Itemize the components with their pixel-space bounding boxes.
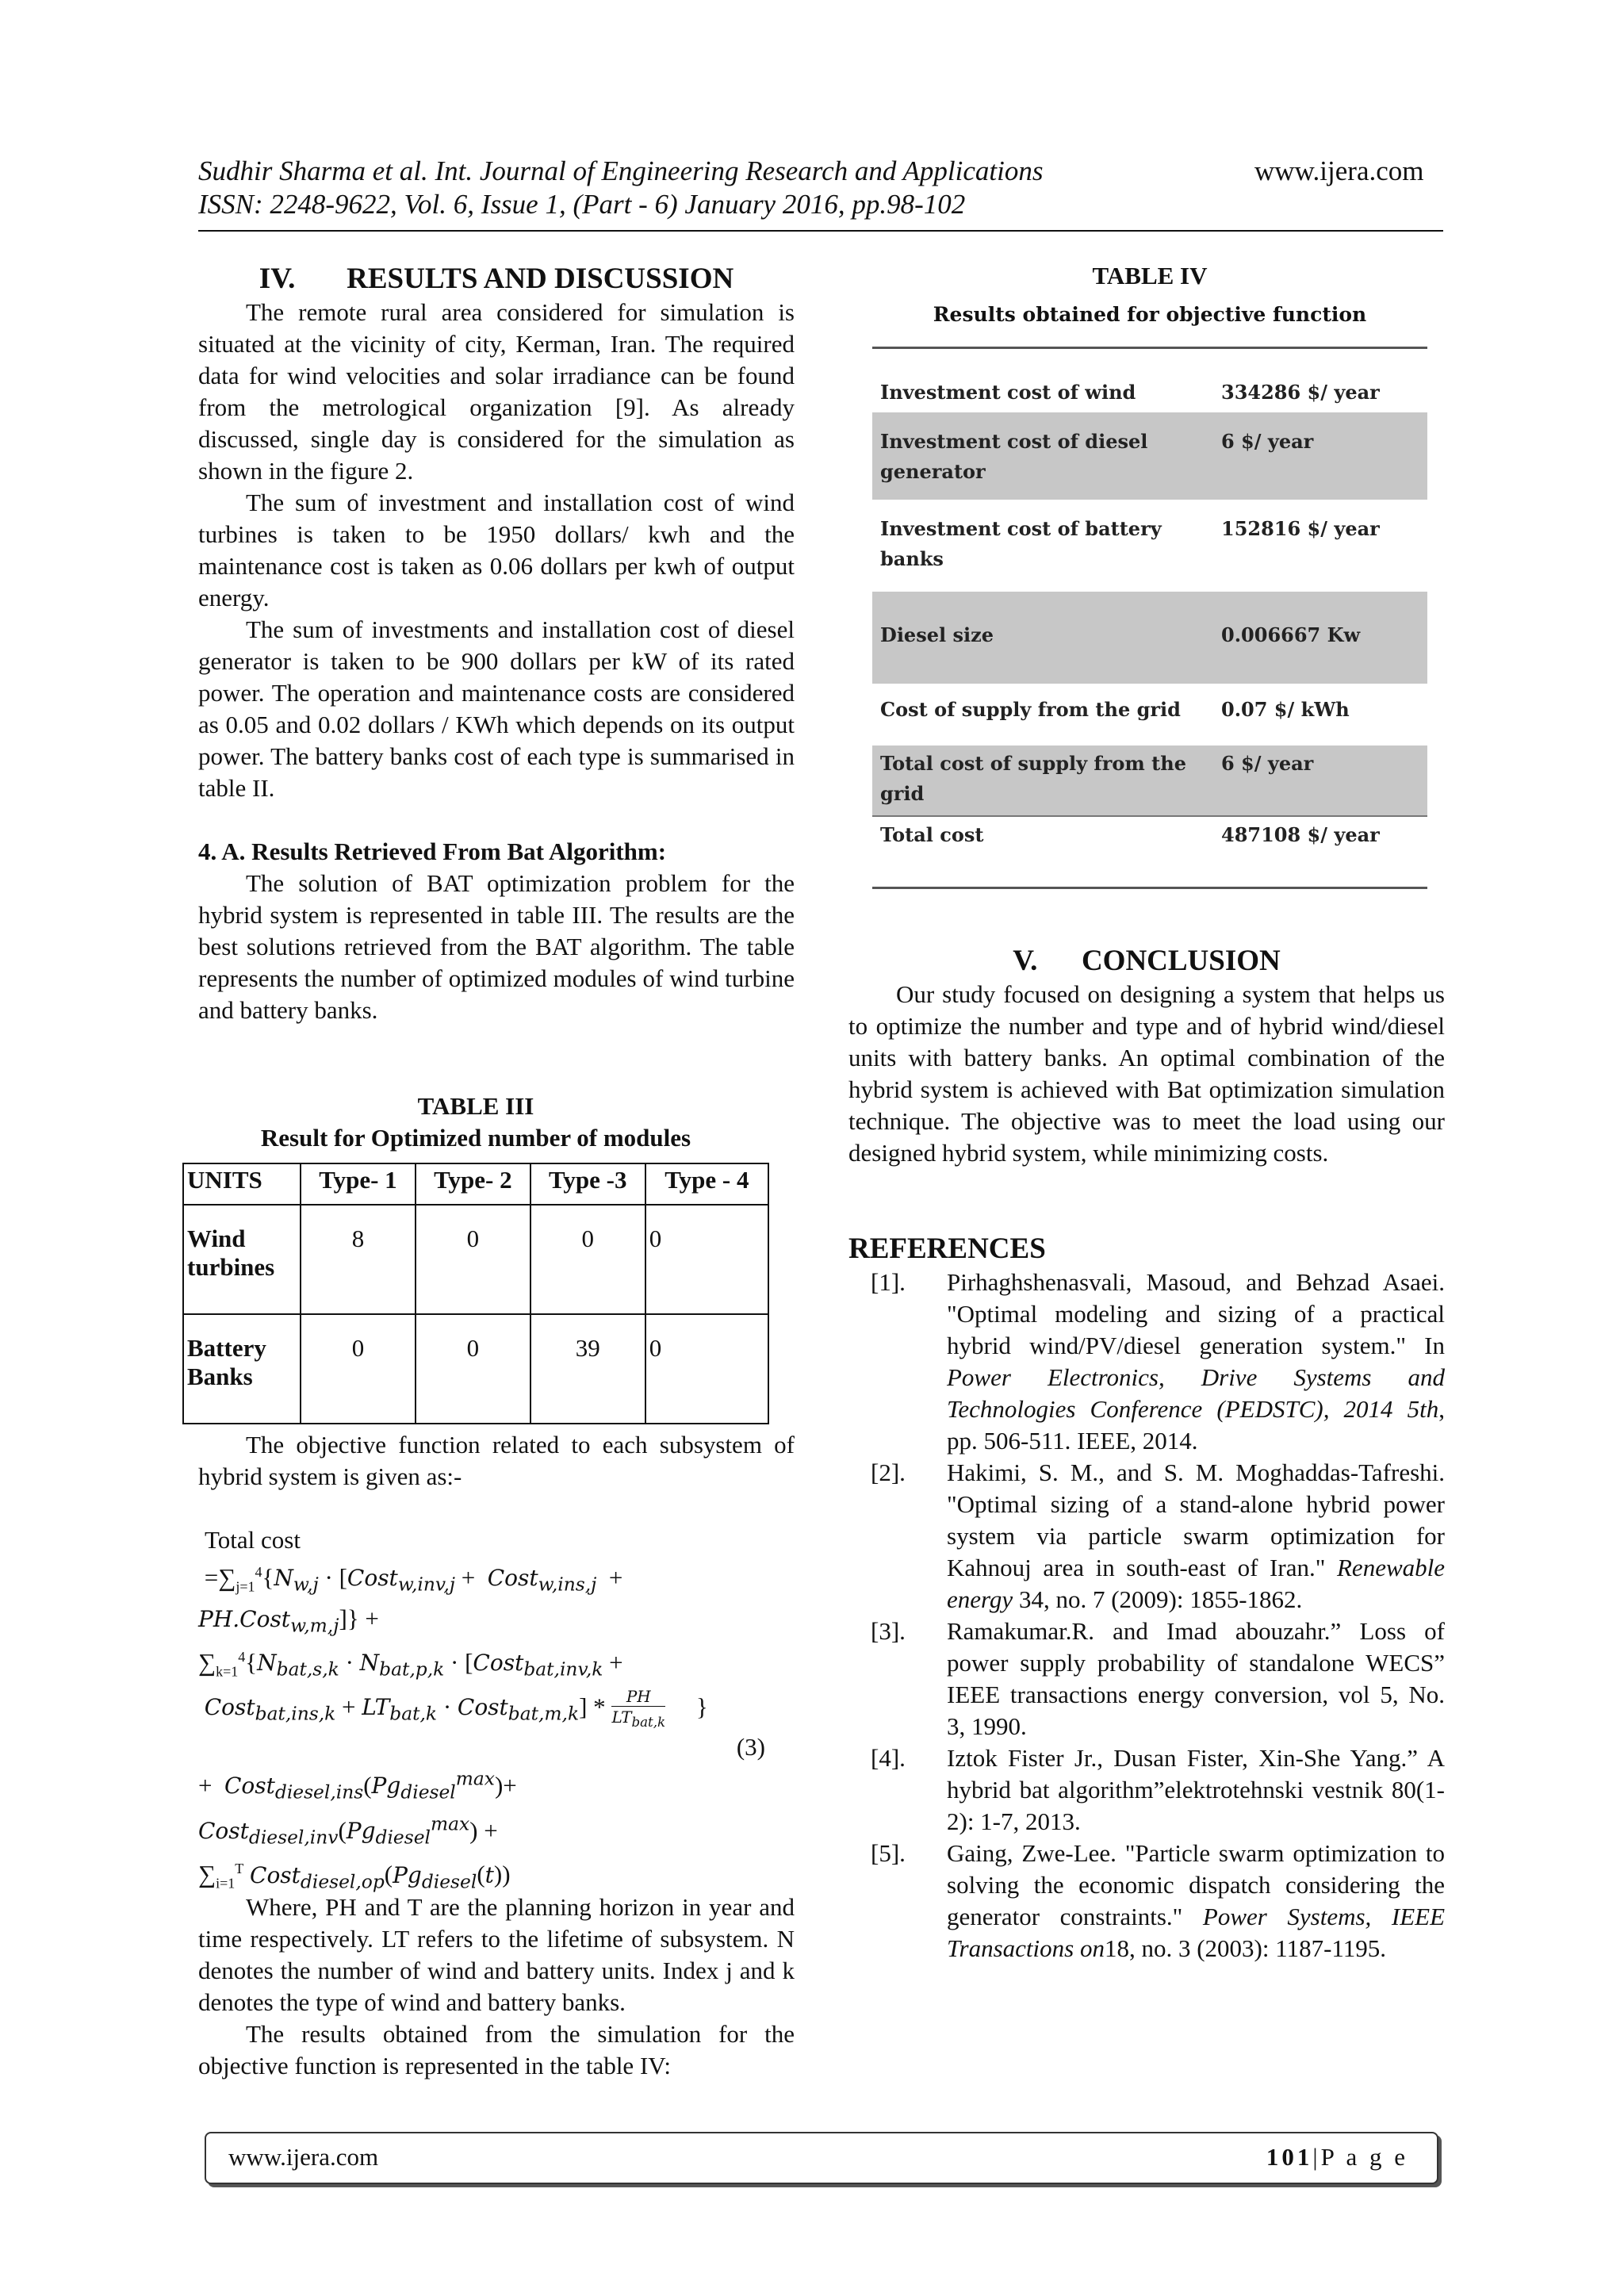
reference-number: [5]. xyxy=(871,1839,906,1867)
row-label: Cost of supply from the grid xyxy=(880,698,1181,721)
table-cell: 0 xyxy=(645,1314,768,1424)
table-row xyxy=(872,746,1427,815)
paragraph: The remote rural area considered for simulation is situated at the vicinity of city, Kerman, Iran. The required data for wind velocities and solar irradiance can be found from the metrological organization [9]. As already discussed, single day is considered for the simulation as shown in the figure 2. xyxy=(198,298,795,485)
paragraph: The results obtained from the simulation for the objective function is represented in the table IV: xyxy=(198,2020,795,2079)
reference-text: 18, no. 3 (2003): 1187-1195. xyxy=(1104,1934,1387,1962)
paragraph: The solution of BAT optimization problem for the hybrid system is represented in table III. The results are the best solutions retrieved from the BAT algorithm. The table represents the number of optimized modules of wind turbine and battery banks. xyxy=(198,869,795,1024)
table-cell: 0 xyxy=(416,1205,530,1314)
table-row xyxy=(872,412,1427,500)
reference-number: [2]. xyxy=(871,1458,906,1486)
row-label: Total cost xyxy=(880,823,984,846)
row-value: 152816 $/ year xyxy=(1221,517,1380,540)
table3-title: TABLE III xyxy=(417,1092,534,1120)
row-value: 487108 $/ year xyxy=(1221,823,1380,846)
table4-bottom-rule xyxy=(872,887,1427,889)
table-cell: 0 xyxy=(645,1205,768,1314)
reference-text: , pp. 506-511. IEEE, 2014. xyxy=(947,1395,1445,1455)
equation-label: Total cost xyxy=(205,1526,301,1554)
reference-item xyxy=(848,1838,1445,1964)
row-value: 6 $/ year xyxy=(1221,752,1314,775)
paragraph: Where, PH and T are the planning horizon in year and time respectively. LT refers to the lifetime of subsystem. N denotes the number of wind and battery units. Index j and k denotes the type of wind and battery banks. xyxy=(198,1893,795,2016)
footer-site[interactable]: www.ijera.com xyxy=(228,2143,379,2171)
reference-venue: Renewable energy xyxy=(947,1554,1446,1613)
left-column xyxy=(198,262,795,1026)
table-row xyxy=(872,500,1427,592)
reference-text: Iztok Fister Jr., Dusan Fister, Xin-She Yang.” A hybrid bat algorithm”elektrotehnski vestnik 80(1-2): 1-7, 2013. xyxy=(947,1744,1445,1835)
reference-number: [3]. xyxy=(871,1617,906,1645)
row-label: Wind turbines xyxy=(183,1205,301,1314)
table-row xyxy=(872,815,1427,863)
references xyxy=(848,1232,1446,1964)
column-header: Type- 1 xyxy=(301,1163,416,1205)
row-label: Diesel size xyxy=(880,623,994,646)
row-label: Investment cost of battery banks xyxy=(880,517,1162,570)
table4-top-rule xyxy=(872,347,1427,349)
table-cell: 0 xyxy=(416,1314,530,1424)
table-cell: 0 xyxy=(530,1205,645,1314)
reference-item xyxy=(848,1742,1445,1838)
reference-text: Ramakumar.R. and Imad abouzahr.” Loss of power supply probability of standalone WECS” IEEE transactions energy conversion, vol 5, No. 3, 1990. xyxy=(947,1617,1445,1740)
section-v-heading xyxy=(848,944,1445,979)
page-number-value: 101 xyxy=(1266,2143,1313,2171)
paragraph: Our study focused on designing a system that helps us to optimize the number and type and of hybrid wind/diesel units with battery banks. An optimal combination of the hybrid system is achieved with Bat optimization simulation technique. The objective was to meet the load using our designed hybrid system, while minimizing costs. xyxy=(848,980,1445,1167)
row-label: Investment cost of diesel generator xyxy=(880,430,1148,483)
header-site[interactable]: www.ijera.com xyxy=(1254,155,1424,186)
table-cell: 39 xyxy=(530,1314,645,1424)
conclusion-section xyxy=(848,944,1445,1169)
row-value: 334286 $/ year xyxy=(1221,381,1380,404)
references-heading: REFERENCES xyxy=(848,1232,1046,1265)
column-header: UNITS xyxy=(183,1163,301,1205)
row-value: 0.006667 Kw xyxy=(1221,623,1361,646)
reference-item xyxy=(848,1267,1445,1457)
reference-number: [1]. xyxy=(871,1268,906,1296)
paragraph: The sum of investments and installation cost of diesel generator is taken to be 900 dollars per kW of its rated power. The operation and maintenance costs are considered as 0.05 and 0.02 dollars / KWh which depends on its output power. The battery banks cost of each type is summarised in table II. xyxy=(198,615,795,802)
page-footer xyxy=(205,2132,1438,2184)
column-header: Type - 4 xyxy=(645,1163,768,1205)
table-row xyxy=(872,592,1427,684)
reference-venue: Power Electronics, Drive Systems and Technologies Conference (PEDSTC), 2014 5th xyxy=(947,1363,1445,1423)
reference-text: 34, no. 7 (2009): 1855-1862. xyxy=(1018,1585,1303,1613)
table-row xyxy=(183,1314,768,1424)
table-row xyxy=(183,1205,768,1314)
section-title: CONCLUSION xyxy=(1081,945,1281,977)
table3 xyxy=(182,1163,769,1424)
row-value: 6 $/ year xyxy=(1221,430,1314,453)
row-value: 0.07 $/ kWh xyxy=(1221,698,1350,721)
column-header: Type- 2 xyxy=(416,1163,530,1205)
table-header-row xyxy=(183,1163,768,1205)
section-title: RESULTS AND DISCUSSION xyxy=(347,263,734,295)
table3-caption: Result for Optimized number of modules xyxy=(260,1124,691,1152)
reference-text: Hakimi, S. M., and S. M. Moghaddas-Tafreshi. "Optimal sizing of a stand-alone hybrid power system via particle swarm optimization for Kahnouj area in south-east of Iran." xyxy=(947,1458,1445,1581)
reference-text: Gaing, Zwe-Lee. "Particle swarm optimization to solving the economic dispatch considering the generator constraints." xyxy=(947,1839,1445,1930)
table4-caption: Results obtained for objective function xyxy=(933,303,1367,326)
table4 xyxy=(872,262,1427,889)
paragraph: The sum of investment and installation cost of wind turbines is taken to be 1950 dollars/ kwh and the maintenance cost is taken as 0.06 dollars per kwh of output energy. xyxy=(198,489,795,611)
page-number xyxy=(1266,2143,1408,2171)
table-cell: 8 xyxy=(301,1205,416,1314)
section-number: V. xyxy=(1013,945,1038,977)
reference-venue: Power Systems, IEEE Transactions on xyxy=(947,1903,1446,1962)
row-label: Investment cost of wind xyxy=(880,381,1136,404)
table-row xyxy=(872,373,1427,412)
subsection-heading: 4. A. Results Retrieved From Bat Algorithm: xyxy=(198,838,667,865)
section-number: IV. xyxy=(259,263,296,295)
row-label: Total cost of supply from the grid xyxy=(880,752,1186,805)
reference-item xyxy=(848,1457,1445,1616)
reference-item xyxy=(848,1616,1445,1742)
section-iv-heading xyxy=(198,262,795,297)
paragraph: The objective function related to each subsystem of hybrid system is given as:- xyxy=(198,1431,795,1490)
equation-3: $=\sum_{j=1}^4\{N_{w,j}$ · [Cost$_{w,inv,j}$ + Cost$_{w,ins,j}$ + PH.Cost$_{w,m,j}$]} + $\sum_{k=1}^4\{N_{bat,s,k} \cdot N_{bat,p,k}$ · [Cost$_{bat,inv,k}$ + Cost$_{bat,ins,k}$ + $LT_{bat,k}$ · Cost$_{bat,m,k}$] * PH $LT_{bat,k}$ } (3) + $Cost_{diesel,ins}(Pg_{diesel}^{max})+$ $Cost_{diesel,inv}(Pg_{diesel}^{max})$ + $\sum_{i=1}^T$ $Cost_{diesel,op}(Pg_{diesel}(t))$ xyxy=(198,1556,801,1899)
column-header: Type -3 xyxy=(530,1163,645,1205)
equation-number: (3) xyxy=(736,1732,765,1761)
journal-title: Sudhir Sharma et al. Int. Journal of Engineering Research and Applications xyxy=(198,155,1044,186)
journal-issue: ISSN: 2248-9622, Vol. 6, Issue 1, (Part - 6) January 2016, pp.98-102 xyxy=(198,189,966,220)
table-cell: 0 xyxy=(301,1314,416,1424)
table4-title: TABLE IV xyxy=(1092,262,1208,289)
table-row xyxy=(872,684,1427,746)
page-suffix: |P a g e xyxy=(1312,2143,1408,2171)
reference-number: [4]. xyxy=(871,1744,906,1772)
header-rule xyxy=(198,230,1443,232)
reference-text: Pirhaghshenasvali, Masoud, and Behzad Asaei. "Optimal modeling and sizing of a practical hybrid wind/PV/diesel generation system." In xyxy=(947,1268,1445,1359)
row-label: Battery Banks xyxy=(183,1314,301,1424)
